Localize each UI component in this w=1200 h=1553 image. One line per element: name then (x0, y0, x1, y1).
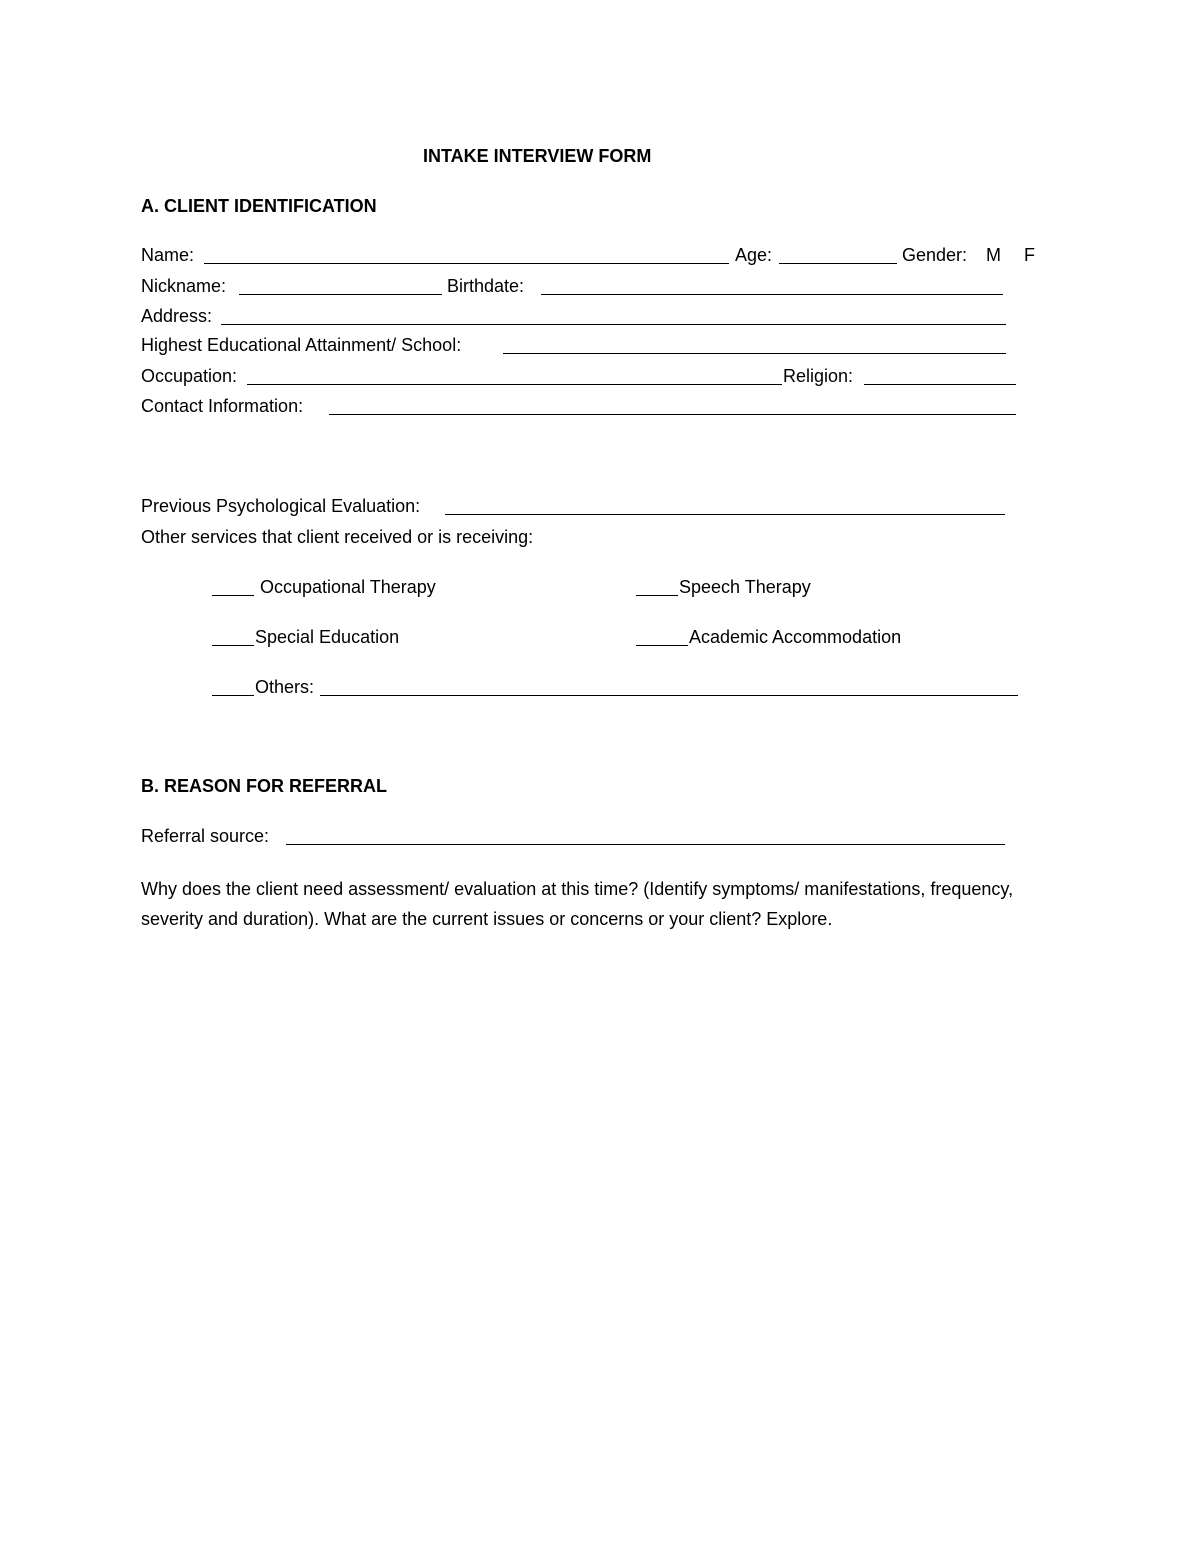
birthdate-field[interactable] (541, 294, 1003, 295)
occupation-field[interactable] (247, 384, 782, 385)
name-label: Name: (141, 245, 195, 265)
academic-accommodation-label: Academic Accommodation (689, 627, 902, 647)
form-title: INTAKE INTERVIEW FORM (423, 146, 652, 166)
special-education-label: Special Education (255, 627, 400, 647)
contact-label: Contact Information: (141, 396, 304, 416)
speech-therapy-label: Speech Therapy (679, 577, 811, 597)
other-services-label: Other services that client received or is receiving: (141, 527, 534, 547)
others-label: Others: (255, 677, 315, 697)
referral-question: Why does the client need assessment/ evaluation at this time? (Identify symptoms/ manifestations, frequency, severity and duration). What are the current issues or concerns or your client? Explore. (141, 879, 1014, 929)
gender-label: Gender: (902, 245, 968, 265)
age-label: Age: (735, 245, 773, 265)
religion-field[interactable] (864, 384, 1016, 385)
birthdate-label: Birthdate: (447, 276, 525, 296)
nickname-field[interactable] (239, 294, 442, 295)
prev-eval-label: Previous Psychological Evaluation: (141, 496, 421, 516)
prev-eval-field[interactable] (445, 514, 1005, 515)
occupation-label: Occupation: (141, 366, 238, 386)
contact-field[interactable] (329, 414, 1016, 415)
others-blank[interactable] (212, 695, 254, 696)
name-field[interactable] (204, 263, 729, 264)
section-b-heading: B. REASON FOR REFERRAL (141, 776, 388, 796)
age-field[interactable] (779, 263, 897, 264)
special-education-blank[interactable] (212, 645, 254, 646)
address-label: Address: (141, 306, 213, 326)
referral-source-label: Referral source: (141, 826, 270, 846)
nickname-label: Nickname: (141, 276, 227, 296)
others-field[interactable] (320, 695, 1018, 696)
education-field[interactable] (503, 353, 1006, 354)
referral-source-field[interactable] (286, 844, 1005, 845)
speech-therapy-blank[interactable] (636, 595, 678, 596)
occupational-therapy-label: Occupational Therapy (260, 577, 436, 597)
religion-label: Religion: (783, 366, 854, 386)
education-label: Highest Educational Attainment/ School: (141, 335, 462, 355)
occupational-therapy-blank[interactable] (212, 595, 254, 596)
address-field[interactable] (221, 324, 1006, 325)
gender-option-f[interactable]: F (1024, 245, 1035, 265)
gender-option-m[interactable]: M (986, 245, 1001, 265)
section-a-heading: A. CLIENT IDENTIFICATION (141, 196, 377, 216)
academic-accommodation-blank[interactable] (636, 645, 688, 646)
